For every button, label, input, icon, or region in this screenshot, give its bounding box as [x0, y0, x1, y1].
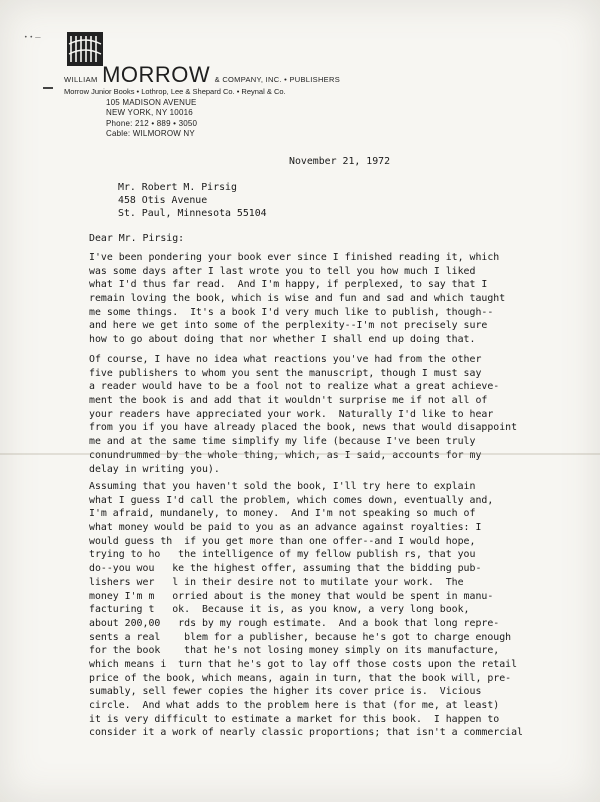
text-line: money I'm m orried about is the money that would be spent in manu-	[89, 590, 494, 602]
text-line: five publishers to whom you sent the manuscript, though I must say	[89, 367, 482, 379]
text-line: your readers have appreciated your work. Naturally I'd like to hear	[89, 408, 494, 420]
text-line: conundrummed by the whole thing, which, as I said, accounts for my	[89, 449, 482, 461]
text-line: what I'd thus far read. And I'm happy, if perplexed, to say that I	[89, 279, 488, 291]
paragraph-2	[89, 353, 529, 476]
text-line: which means i turn that he's got to lay off those costs upon the retail	[89, 658, 518, 670]
company-name-william: WILLIAM	[64, 75, 98, 84]
company-name-morrow: MORROW	[102, 62, 211, 87]
text-line: facturing t ok. Because it is, as you know, a very long book,	[89, 604, 470, 616]
text-line: how to go about doing that nor whether I shall end up doing that.	[89, 334, 476, 346]
paragraph-3	[89, 480, 529, 740]
text-line: price of the book, which means, again in turn, that the book will, pre-	[89, 672, 512, 684]
salutation: Dear Mr. Pirsig:	[89, 233, 185, 244]
text-line: delay in writing you).	[89, 463, 220, 475]
text-line: lishers wer l in their desire not to mutilate your work. The	[89, 576, 464, 588]
text-line: Assuming that you haven't sold the book, I'll try here to explain	[89, 481, 476, 492]
text-line: it is very difficult to estimate a market for this book. I happen to	[89, 713, 500, 725]
letter-date: November 21, 1972	[289, 156, 391, 167]
text-line: consider it a work of nearly classic proportions; that isn't a commercial	[89, 727, 524, 739]
text-line: ment the book is and add that it wouldn't surprise me if not all of	[89, 395, 488, 407]
text-line: was some days after I last wrote you to tell you how much I liked	[89, 265, 476, 277]
recipient-name: Mr. Robert M. Pirsig	[118, 182, 237, 193]
text-line: trying to ho the intelligence of my fellow publish rs, that you	[89, 549, 476, 561]
corner-mark: • • —	[24, 34, 41, 41]
text-line: and here we get into some of the perplexity--I'm not precisely sure	[89, 320, 488, 332]
recipient-city: St. Paul, Minnesota 55104	[118, 208, 267, 219]
text-line: for the book that he's not losing money simply on its manufacture,	[89, 645, 500, 657]
text-line: me and at the same time simplify my life (because I've been truly	[89, 436, 476, 448]
text-line: I'm afraid, mundanely, to money. And I'm not speaking so much of	[89, 508, 476, 520]
text-line: sumably, sell fewer copies the higher its cover price is. Vicious	[89, 686, 482, 698]
address-line: 105 MADISON AVENUE	[106, 98, 197, 107]
text-line: what I guess I'd call the problem, which comes down, eventually and,	[89, 494, 494, 506]
text-line: me some things. It's a book I'd very much like to publish, though--	[89, 306, 494, 318]
cable-line: Cable: WILMOROW NY	[106, 129, 195, 138]
phone-line: Phone: 212 • 889 • 3050	[106, 119, 198, 128]
company-name-tail: & COMPANY, INC. • PUBLISHERS	[214, 75, 341, 84]
text-line: I've been pondering your book ever since I finished reading it, which	[89, 252, 500, 263]
recipient-street: 458 Otis Avenue	[118, 195, 208, 206]
text-line: sents a real blem for a publisher, because he's got to charge enough	[89, 631, 512, 643]
text-line: from you if you have already placed the book, news that would disappoint	[89, 422, 518, 434]
text-line: do--you wou ke the highest offer, assuming that the bidding pub-	[89, 563, 482, 575]
text-line: a reader would have to be a fool not to realize what a great achieve-	[89, 381, 500, 393]
text-line: would guess th if you get more than one offer--and I would hope,	[89, 535, 476, 547]
text-line: circle. And what adds to the problem here is that (for me, at least)	[89, 700, 500, 711]
address-line: NEW YORK, NY 10016	[106, 108, 193, 117]
text-line: about 200,00 rds by my rough estimate. And a book that long repre-	[89, 617, 500, 629]
text-line: remain loving the book, which is wise and fun and sad and which taught	[89, 293, 506, 305]
paragraph-1	[89, 251, 529, 347]
company-divisions: Morrow Junior Books • Lothrop, Lee & Shepard Co. • Reynal & Co.	[64, 87, 286, 96]
text-line: Of course, I have no idea what reactions you've had from the other	[89, 354, 482, 365]
text-line: what money would be paid to you as an advance against royalties: I	[89, 522, 482, 534]
paper-fold	[0, 453, 600, 455]
